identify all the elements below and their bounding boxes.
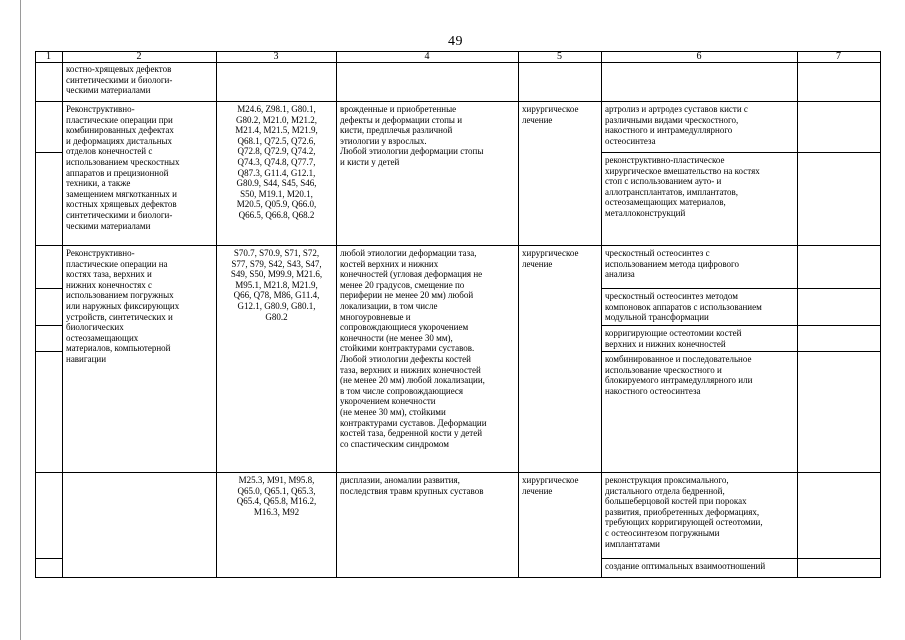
row-1-col2-text: Реконструктивно- пластические операции при комбинированных дефектах и деформациях дистальных отделов конечностей с использованием чрескостных аппаратов и прецизионной техники, а также замещением мягкотканных и костных хрящевых дефектов синтетическими и биологи- ческими материалами bbox=[66, 104, 180, 231]
row-3-col4-text: дисплазии, аномалии развития, последствия травм крупных суставов bbox=[340, 475, 484, 496]
row-2-col3-codes: S70.7, S70.9, S71, S72, S77, S79, S42, S43, S47, S49, S50, M99.9, M21.6, M95.1, M21.8, M21.9, Q66, Q78, M86, G11.4, G12.1, G80.9, G80.1, G80.2 bbox=[230, 248, 323, 322]
row-2-col2-text: Реконструктивно- пластические операции на костях таза, верхних и нижних конечностях с использованием погружных или наружных фиксирующих устройств, синтетических и биологических остеозамещающих материалов, компьютерной навигации bbox=[66, 248, 180, 364]
row-2-col6-item-1: чрескостный остеосинтез методом компоновок аппаратов с использованием модульной трансформации bbox=[605, 291, 762, 323]
column-header-1: 1 bbox=[46, 51, 51, 62]
row-2-col4-text: любой этиологии деформации таза, костей верхних и нижних конечностей (угловая деформация не менее 20 градусов, смещение по периферии не менее 20 мм) любой локализации, в том числе многоуровневые и сопровождающиеся укорочением конечности (не менее 30 мм), стойкими контрактурами суставов. Любой этиологии дефекты костей таза, верхних и нижних конечностей (не менее 20 мм) любой локализации, в том числе сопровождающиеся укорочением конечности (не менее 30 мм), стойкими контрактурами суставов. Деформации костей таза, бедренной кости у детей со спастическим синдромом bbox=[340, 248, 487, 449]
row-0-col2-text: костно-хрящевых дефектов синтетическими и биологи- ческими материалами bbox=[66, 64, 173, 96]
row-2-col6-item-3: комбинированное и последовательное использование чрескостного и блокируемого интрамедуллярного или накостного остеосинтеза bbox=[605, 354, 753, 396]
row-1-col6-item-1: реконструктивно-пластическое хирургическое вмешательство на костях стоп с использованием ауто- и аллотрансплантатов, имплантатов, остеозамещающих материалов, металлоконструкций bbox=[605, 155, 760, 218]
row-3-col6-item-0: реконструкция проксимального, дистального отдела бедренной, большеберцовой костей при пороках развития, приобретенных деформациях, требующих корригирующей остеотомии, с остеосинтезом погружными имплантатами bbox=[605, 475, 763, 549]
row-1-col4-text: врожденные и приобретенные дефекты и деформации стопы и кисти, предплечья различной этиологии у взрослых. Любой этиологии деформации стопы и кисти у детей bbox=[340, 104, 484, 167]
column-header-6: 6 bbox=[696, 51, 702, 62]
row-2-col6-item-0: чрескостный остеосинтез с использованием метода цифрового анализа bbox=[605, 248, 739, 280]
column-header-7: 7 bbox=[836, 51, 841, 62]
column-header-5: 5 bbox=[557, 51, 562, 62]
row-3-col5-text: хирургическое лечение bbox=[522, 475, 579, 496]
column-header-3: 3 bbox=[273, 51, 279, 62]
row-1-col5-text: хирургическое лечение bbox=[522, 104, 579, 125]
row-1-col3-codes: M24.6, Z98.1, G80.1, G80.2, M21.0, M21.2, M21.4, M21.5, M21.9, Q68.1, Q72.5, Q72.6, Q72.8, Q72.9, Q74.2, Q74.3, Q74.8, Q77.7, Q87.3, G11.4, G12.1, G80.9, S44, S45, S46, S50, M19.1, M20.1, M20.5, Q05.9, Q66.0, Q66.5, Q66.8, Q68.2 bbox=[235, 104, 318, 220]
row-3-col3-codes: M25.3, M91, M95.8, Q65.0, Q65.1, Q65.3, Q65.4, Q65.8, M16.2, M16.3, M92 bbox=[236, 475, 317, 517]
page-number: 49 bbox=[448, 34, 463, 49]
scan-edge-line bbox=[20, 0, 21, 640]
row-2-col6-item-2: корригирующие остеотомии костей верхних и нижних конечностей bbox=[605, 328, 742, 349]
row-3-col6-item-1: создание оптимальных взаимоотношений bbox=[605, 561, 766, 571]
row-1-col6-item-0: артролиз и артродез суставов кисти с различными видами чрескостного, накостного и интрамедуллярного остеосинтеза bbox=[605, 104, 748, 146]
column-header-4: 4 bbox=[424, 51, 430, 62]
column-header-2: 2 bbox=[136, 51, 142, 62]
row-2-col5-text: хирургическое лечение bbox=[522, 248, 579, 269]
